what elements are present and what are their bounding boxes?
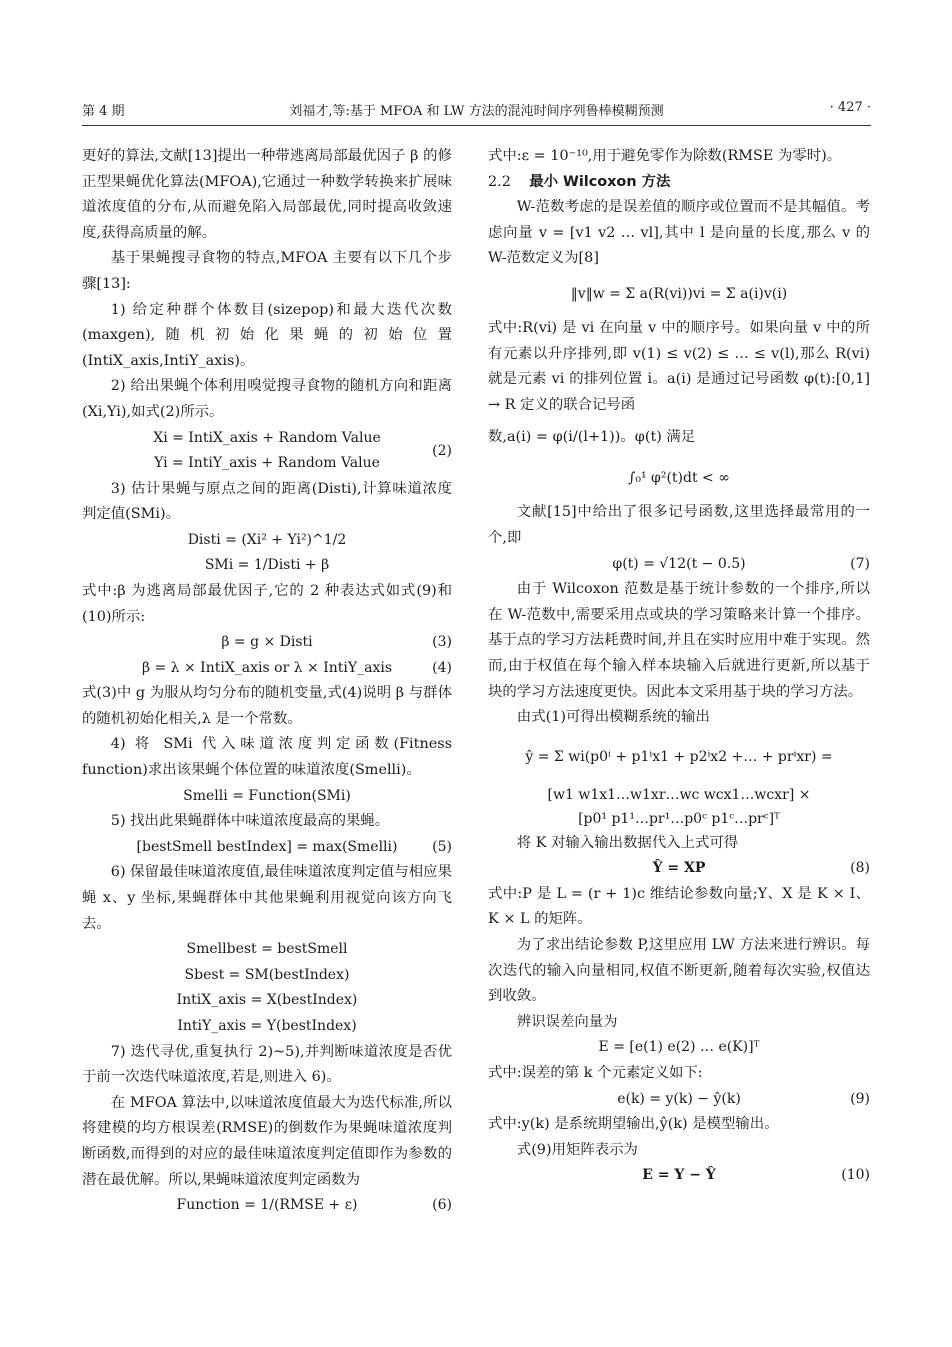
equation-error-vector: E = [e(1) e(2) … e(K)]ᵀ: [598, 1039, 760, 1056]
paragraph: 式(9)用矩阵表示为: [516, 1141, 638, 1158]
equation-intiy: IntiY_axis = Y(bestIndex): [177, 1018, 357, 1034]
equation-4: [82, 656, 452, 682]
equation-smellbest: Smellbest = bestSmell: [186, 941, 348, 958]
equation-smi: SMi = 1/Disti + β: [204, 557, 330, 574]
header-rule: [82, 125, 871, 126]
equation-2-line-2: Yi = IntiY_axis + Random Value: [154, 455, 380, 472]
equation-sbest: Sbest = SM(bestIndex): [184, 966, 350, 983]
step-4: 4) 将 SMi 代入味道浓度判定函数(Fitness function)求出该果蝇个体位置的味道浓度(Smelli)。: [82, 736, 452, 779]
equation-yhat: ŷ = Σ wi(p0ⁱ + p1ⁱx1 + p2ⁱx2 +… + prⁱxr) =: [525, 748, 833, 765]
step-7: 7) 迭代寻优,重复执行 2)~5),并判断味道浓度是否优于前一次迭代味道浓度,若是,则进入 6)。: [82, 1043, 452, 1086]
paragraph: W-范数考虑的是误差值的顺序或位置而不是其幅值。考虑向量 v = [v1 v2 … vl],其中 l 是向量的长度,那么 v 的 W-范数定义为[8]: [488, 199, 870, 267]
equation-number: (10): [841, 1167, 870, 1184]
equation-3-body: β = g × Disti: [221, 634, 313, 651]
running-title: 刘福才,等:基于 MFOA 和 LW 方法的混沌时间序列鲁棒模糊预测: [289, 104, 664, 119]
equation-8: [488, 856, 870, 882]
paragraph: 式中:y(k) 是系统期望输出,ŷ(k) 是模型输出。: [488, 1116, 779, 1133]
equation-7-body: φ(t) = √12(t − 0.5): [612, 555, 746, 572]
equation-weight-row: [w1 w1x1…w1xr…wc wcx1…wcxr] ×: [547, 786, 811, 803]
issue-number: 第 4 期: [82, 104, 125, 119]
equation-integral: ∫₀¹ φ²(t)dt < ∞: [628, 470, 730, 487]
paragraph: 式中:误差的第 k 个元素定义如下:: [488, 1065, 703, 1082]
equation-2: [82, 426, 452, 477]
paragraph: 基于果蝇搜寻食物的特点,MFOA 主要有以下几个步骤[13]:: [82, 250, 452, 292]
paragraph: 式(3)中 g 为服从均匀分布的随机变量,式(4)说明 β 与群体的随机初始化相关,λ 是一个常数。: [82, 685, 452, 727]
equation-10-body: E = Y − Ŷ: [642, 1167, 716, 1184]
equation-smell: Smelli = Function(SMi): [183, 787, 351, 804]
equation-5: [82, 835, 452, 861]
step-6: 6) 保留最佳味道浓度值,最佳味道浓度判定值与相应果蝇 x、y 坐标,果蝇群体中其他果蝇利用视觉向该方向飞去。: [82, 864, 452, 932]
equation-intix: IntiX_axis = X(bestIndex): [176, 992, 358, 1009]
right-column: [488, 144, 870, 1189]
equation-number: (3): [432, 634, 452, 651]
equation-w-norm: ‖v‖w = Σ a(R(vi))vi = Σ a(i)v(i): [570, 285, 788, 302]
left-column: [82, 144, 452, 1219]
equation-7: [488, 552, 870, 578]
paragraph: 辨识误差向量为: [516, 1013, 618, 1030]
equation-2-line-1: Xi = IntiX_axis + Random Value: [153, 429, 381, 446]
equation-number: (2): [432, 442, 452, 459]
equation-10: [488, 1163, 870, 1189]
paragraph: 式中:P 是 L = (r + 1)c 维结论参数向量;Y、X 是 K × I、K × L 的矩阵。: [488, 885, 870, 928]
equation-param-row: [p0¹ p1¹…pr¹…p0ᶜ p1ᶜ…prᶜ]ᵀ: [578, 810, 780, 827]
equation-9: [488, 1087, 870, 1113]
equation-6-body: Function = 1/(RMSE + ε): [176, 1197, 358, 1214]
step-1: 1) 给定种群个体数目(sizepop)和最大迭代次数(maxgen),随机初始化果蝇的初始位置(IntiX_axis,IntiY_axis)。: [82, 301, 452, 369]
paragraph: 由于 Wilcoxon 范数是基于统计参数的一个排序,所以在 W-范数中,需要采用点或块的学习策略来计算一个排序。基于点的学习方法耗费时间,并且在实时应用中难于实现。然而,由于权值在每个输入样本块输入后就进行更新,所以基于块的学习方法速度更快。因此本文采用基于块的学习方法。: [488, 581, 870, 700]
paragraph: 在 MFOA 算法中,以味道浓度值最大为迭代标准,所以将建模的均方根误差(RMSE)的倒数作为果蝇味道浓度判断函数,而得到的对应的最佳味道浓度判定值即作为参数的潜在最优解。所以,果蝇味道浓度判定函数为: [82, 1094, 452, 1188]
equation-8-body: Ŷ = XP: [652, 860, 706, 877]
paragraph: 由式(1)可得出模糊系统的输出: [516, 709, 710, 726]
equation-number: (8): [850, 860, 870, 877]
equation-6: [82, 1193, 452, 1219]
equation-number: (6): [432, 1197, 452, 1214]
equation-number: (4): [432, 659, 452, 676]
running-header: [82, 100, 871, 122]
paragraph: 更好的算法,文献[13]提出一种带逃离局部最优因子 β 的修正型果蝇优化算法(MFOA),它通过一种数学转换来扩展味道浓度值的分布,从而避免陷入局部最优,同时提高收敛速度,获得高质量的解。: [82, 148, 452, 241]
equation-3: [82, 630, 452, 656]
section-heading-2-2: [488, 170, 870, 196]
step-5: 5) 找出此果蝇群体中味道浓度最高的果蝇。: [110, 813, 390, 830]
equation-4-body: β = λ × IntiX_axis or λ × IntiY_axis: [141, 659, 393, 676]
equation-number: (5): [432, 838, 452, 855]
equation-5-body: [bestSmell bestIndex] = max(Smelli): [136, 838, 398, 855]
page-number: · 427 ·: [829, 100, 871, 115]
section-title: 最小 Wilcoxon 方法: [529, 173, 671, 190]
equation-dist: Disti = (Xi² + Yi²)^1/2: [187, 531, 347, 548]
paragraph: 将 K 对输入输出数据代入上式可得: [516, 834, 739, 851]
equation-9-body: e(k) = y(k) − ŷ(k): [617, 1090, 741, 1107]
paragraph: 式中:ε = 10⁻¹⁰,用于避免零作为除数(RMSE 为零时)。: [488, 148, 842, 164]
paragraph: 式中:β 为逃离局部最优因子,它的 2 种表达式如式(9)和(10)所示:: [82, 582, 452, 625]
equation-number: (9): [850, 1090, 870, 1107]
paragraph: 数,a(i) = φ(i/(l+1))。φ(t) 满足: [488, 429, 696, 446]
equation-number: (7): [850, 555, 870, 572]
step-2: 2) 给出果蝇个体利用嗅觉搜寻食物的随机方向和距离(Xi,Yi),如式(2)所示。: [82, 378, 452, 420]
paragraph: 式中:R(vi) 是 vi 在向量 v 中的顺序号。如果向量 v 中的所有元素以升序排列,即 v(1) ≤ v(2) ≤ … ≤ v(l),那么 R(vi) 就是元素 vi 的排列位置 i。a(i) 是通过记号函数 φ(t):[0,1] → R 定义的联合记号函: [488, 319, 870, 413]
paragraph: 文献[15]中给出了很多记号函数,这里选择最常用的一个,即: [488, 504, 870, 546]
paragraph: 为了求出结论参数 P,这里应用 LW 方法来进行辨识。每次迭代的输入向量相同,权值不断更新,随着每次实验,权值达到收敛。: [488, 937, 870, 1005]
step-3: 3) 估计果蝇与原点之间的距离(Disti),计算味道浓度判定值(SMi)。: [82, 480, 452, 523]
section-number: 2.2: [488, 173, 511, 190]
